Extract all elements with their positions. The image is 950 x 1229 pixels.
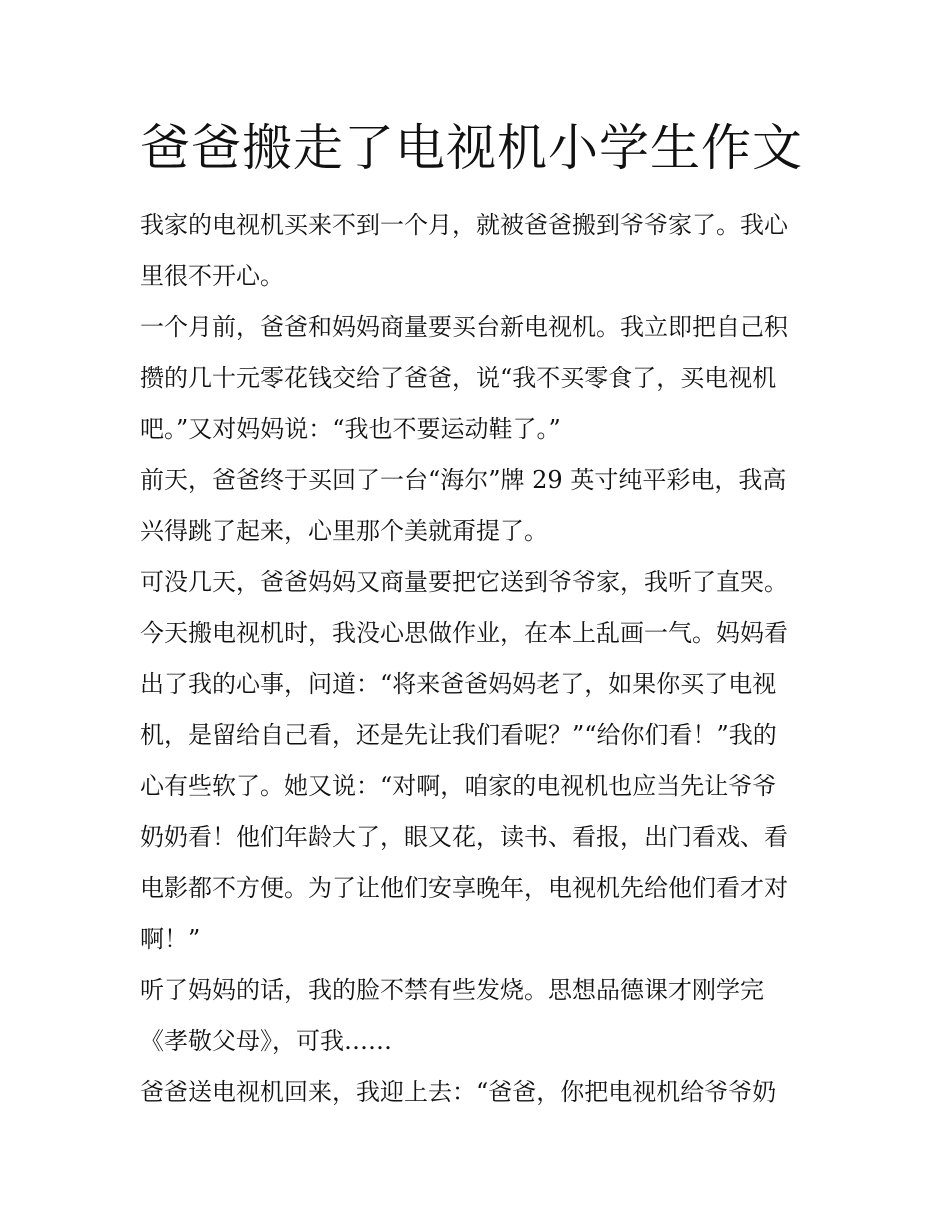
text-line: 奶奶看！他们年龄大了，眼又花，读书、看报，出门看戏、看 <box>140 823 788 851</box>
paragraph <box>140 455 820 557</box>
text-line: 听了妈妈的话，我的脸不禁有些发烧。思想品德课才刚学完 <box>140 976 764 1004</box>
text-line: 今天搬电视机时，我没心思做作业，在本上乱画一气。妈妈看 <box>140 619 788 647</box>
paragraph <box>140 1067 820 1118</box>
text-line: 攒的几十元零花钱交给了爸爸，说“我不买零食了，买电视机 <box>140 364 777 392</box>
text-line: 心有些软了。她又说：“对啊，咱家的电视机也应当先让爷爷 <box>140 772 777 800</box>
text-line: 《孝敬父母》，可我…… <box>140 1027 392 1055</box>
text-line: 一个月前，爸爸和妈妈商量要买台新电视机。我立即把自己积 <box>140 313 788 341</box>
paragraph <box>140 608 820 965</box>
text-line: 吧。”又对妈妈说：“我也不要运动鞋了。” <box>140 415 561 443</box>
text-line: 爸爸送电视机回来，我迎上去：“爸爸，你把电视机给爷爷奶 <box>140 1078 777 1106</box>
document-page <box>140 112 820 1118</box>
text-line: 电影都不方便。为了让他们安享晚年，电视机先给他们看才对 <box>140 874 788 902</box>
text-line: 啊！” <box>140 925 201 953</box>
text-line: 可没几天，爸爸妈妈又商量要把它送到爷爷家，我听了直哭。 <box>140 568 788 596</box>
paragraph <box>140 557 820 608</box>
paragraph <box>140 302 820 455</box>
text-line: 出了我的心事，问道：“将来爸爸妈妈老了，如果你买了电视 <box>140 670 777 698</box>
paragraph <box>140 965 820 1067</box>
text-line: 里很不开心。 <box>140 262 284 290</box>
text-line: 兴得跳了起来，心里那个美就甭提了。 <box>140 517 548 545</box>
text-line: 我家的电视机买来不到一个月，就被爸爸搬到爷爷家了。我心 <box>140 211 788 239</box>
paragraph <box>140 200 820 302</box>
document-title: 爸爸搬走了电视机小学生作文 <box>140 119 803 177</box>
text-line: 机，是留给自己看，还是先让我们看呢？”“给你们看！”我的 <box>140 721 777 749</box>
text-line: 前天，爸爸终于买回了一台“海尔”牌 29 英寸纯平彩电，我高 <box>140 466 787 494</box>
